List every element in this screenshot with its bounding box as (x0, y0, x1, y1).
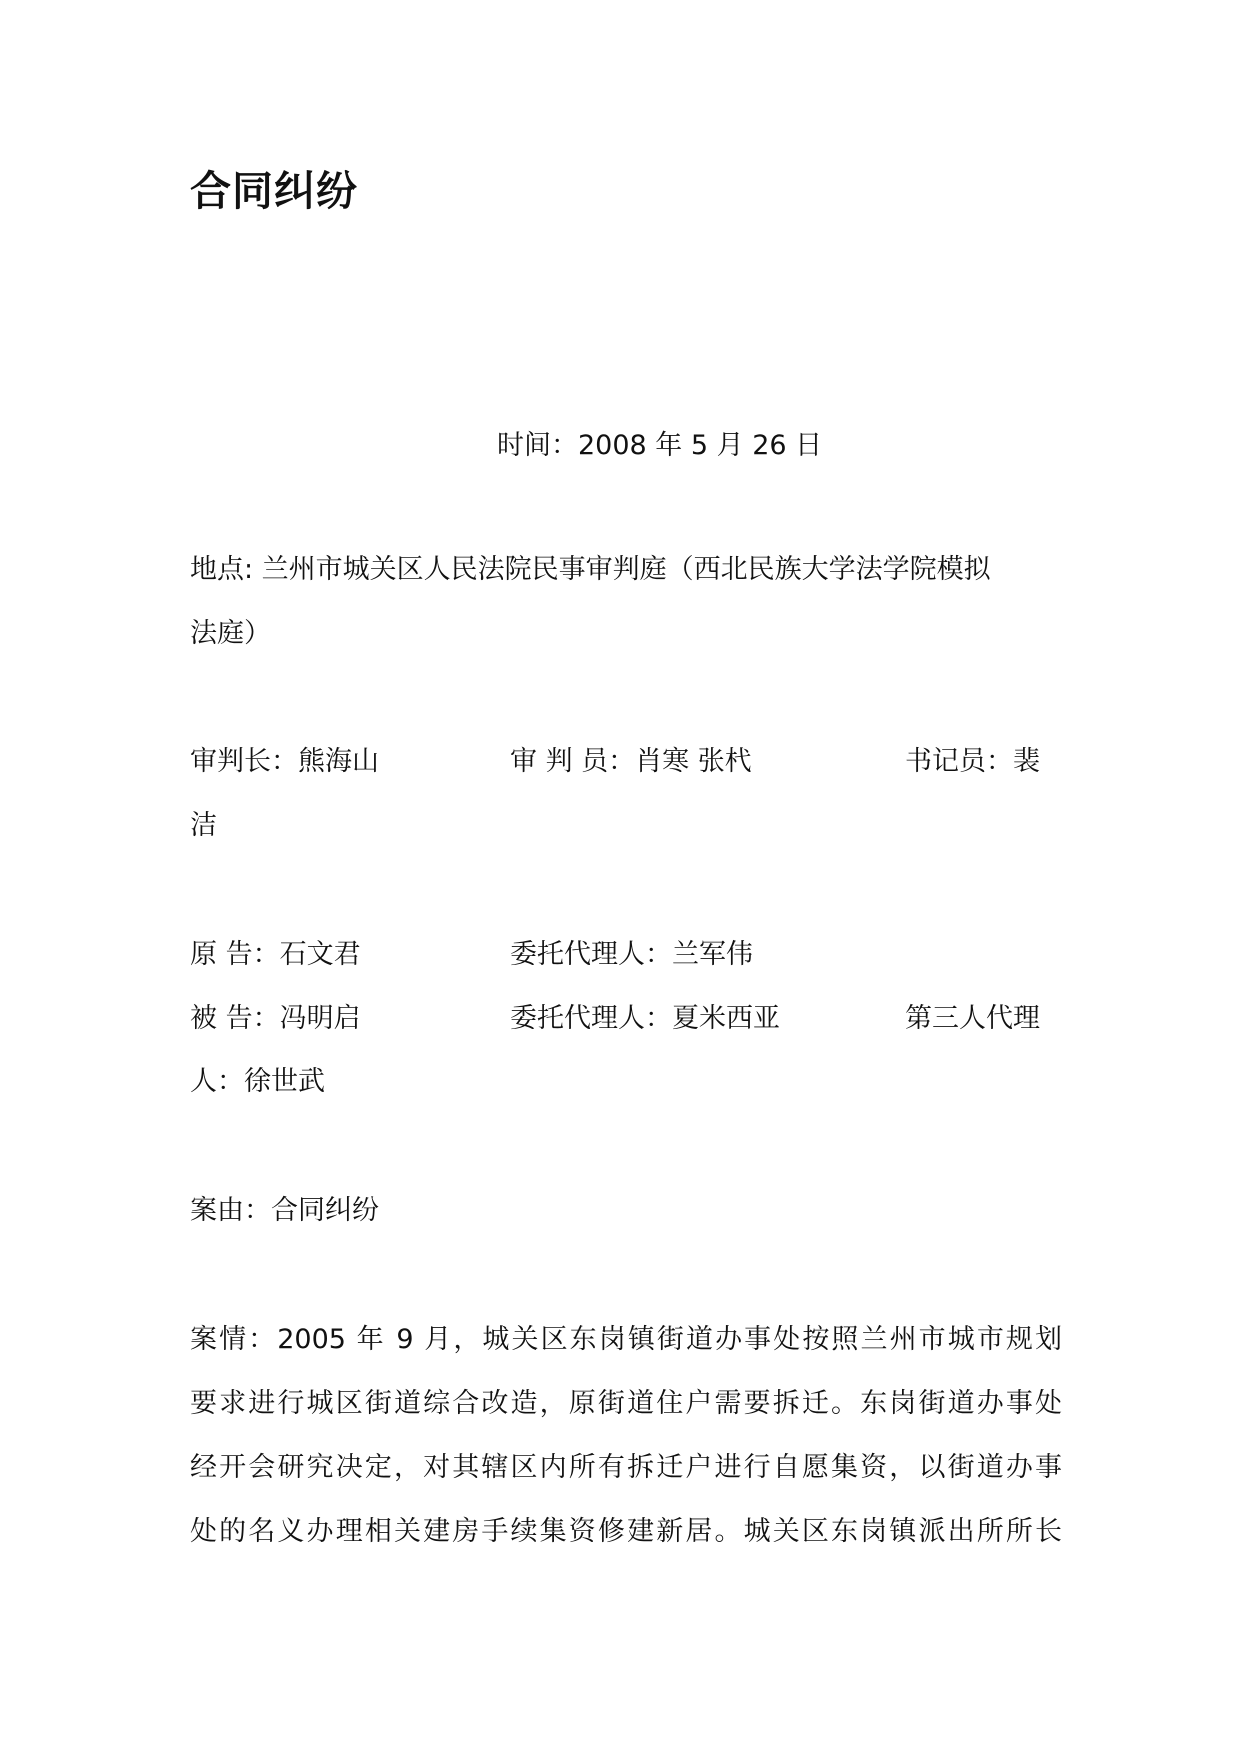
third-party-agent-part-2: 人：徐世武 (190, 1066, 325, 1097)
plaintiff: 原 告：石文君 (190, 939, 361, 970)
document-title: 合同纠纷 (190, 167, 358, 215)
defendant-agent: 委托代理人：夏米西亚 (510, 1003, 780, 1034)
case-facts-line: 要求进行城区街道综合改造，原街道住户需要拆迁。东岗街道办事处 (190, 1388, 1062, 1419)
judges: 审 判 员：肖寒 张杙 (510, 746, 752, 777)
clerk-part-1: 书记员：裴 (905, 746, 1040, 777)
clerk-part-2: 洁 (190, 810, 217, 841)
plaintiff-agent: 委托代理人：兰军伟 (510, 939, 753, 970)
hearing-time: 时间：2008 年 5 月 26 日 (497, 430, 823, 461)
hearing-location-line-1: 地点: 兰州市城关区人民法院民事审判庭（西北民族大学法学院模拟 (190, 554, 991, 585)
case-facts-line: 案情：2005 年 9 月，城关区东岗镇街道办事处按照兰州市城市规划 (190, 1324, 1062, 1355)
defendant: 被 告：冯明启 (190, 1003, 361, 1034)
third-party-agent-part-1: 第三人代理 (905, 1003, 1040, 1034)
presiding-judge: 审判长：熊海山 (190, 746, 379, 777)
case-facts-line: 处的名义办理相关建房手续集资修建新居。城关区东岗镇派出所所长 (190, 1516, 1062, 1547)
case-facts-line: 经开会研究决定，对其辖区内所有拆迁户进行自愿集资，以街道办事 (190, 1452, 1062, 1483)
hearing-location-line-2: 法庭） (190, 618, 271, 649)
case-cause: 案由：合同纠纷 (190, 1195, 379, 1226)
